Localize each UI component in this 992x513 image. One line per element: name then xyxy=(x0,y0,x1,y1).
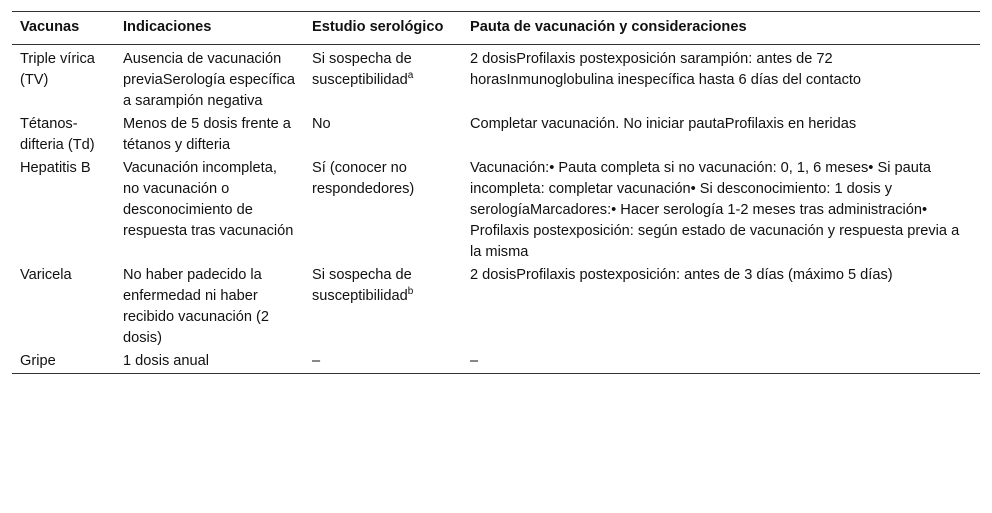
footnote-marker: a xyxy=(407,70,414,82)
header-indicaciones: Indicaciones xyxy=(123,19,212,35)
cell-pauta: 2 dosisProfilaxis postexposición sarampión: antes de 72 horasInmunoglobulina inespecífica hasta 6 días del contacto xyxy=(470,51,862,88)
header-pauta: Pauta de vacunación y consideraciones xyxy=(470,19,747,35)
estudio-text: Si sospecha de susceptibilidad xyxy=(312,51,412,88)
cell-indicaciones: No haber padecido la enfermedad ni haber recibido vacunación (2 dosis) xyxy=(123,267,270,346)
cell-indicaciones: Vacunación incompleta, no vacunación o desconocimiento de respuesta tras vacunación xyxy=(123,160,294,239)
cell-estudio xyxy=(304,264,462,350)
footnote-marker: b xyxy=(407,286,414,298)
cell-indicaciones: Menos de 5 dosis frente a tétanos y difteria xyxy=(123,116,291,153)
cell-vacuna: Gripe xyxy=(20,353,56,369)
table-row xyxy=(12,113,980,157)
cell-vacuna: Triple vírica (TV) xyxy=(20,51,95,88)
table-row xyxy=(12,45,980,114)
estudio-text: – xyxy=(312,353,321,369)
header-row xyxy=(12,12,980,45)
cell-estudio xyxy=(304,113,462,157)
cell-pauta: 2 dosisProfilaxis postexposición: antes de 3 días (máximo 5 días) xyxy=(470,267,893,283)
cell-indicaciones: Ausencia de vacunación previaSerología específica a sarampión negativa xyxy=(123,51,295,109)
cell-estudio xyxy=(304,350,462,374)
estudio-text: Sí (conocer no respondedores) xyxy=(312,160,415,197)
header-estudio-serologico: Estudio serológico xyxy=(312,19,444,35)
estudio-text: No xyxy=(312,116,331,132)
table-row xyxy=(12,157,980,264)
cell-estudio xyxy=(304,157,462,264)
cell-vacuna: Hepatitis B xyxy=(20,160,91,176)
cell-pauta: – xyxy=(470,353,479,369)
cell-estudio xyxy=(304,45,462,114)
cell-vacuna: Tétanos-difteria (Td) xyxy=(20,116,95,153)
estudio-text: Si sospecha de susceptibilidad xyxy=(312,267,412,304)
table-row xyxy=(12,350,980,374)
cell-pauta: Completar vacunación. No iniciar pautaProfilaxis en heridas xyxy=(470,116,857,132)
cell-vacuna: Varicela xyxy=(20,267,72,283)
cell-pauta: Vacunación:• Pauta completa si no vacunación: 0, 1, 6 meses• Si pauta incompleta: completar vacunación• Si desconocimiento: 1 dosis y serologíaMarcadores:• Hacer serología 1-2 meses tras administración• Profilaxis postexposición: según estado de vacunación y respuesta previa a la misma xyxy=(470,160,960,260)
cell-indicaciones: 1 dosis anual xyxy=(123,353,210,369)
header-vacunas: Vacunas xyxy=(20,19,80,35)
table-row xyxy=(12,264,980,350)
vaccination-table xyxy=(12,11,980,374)
